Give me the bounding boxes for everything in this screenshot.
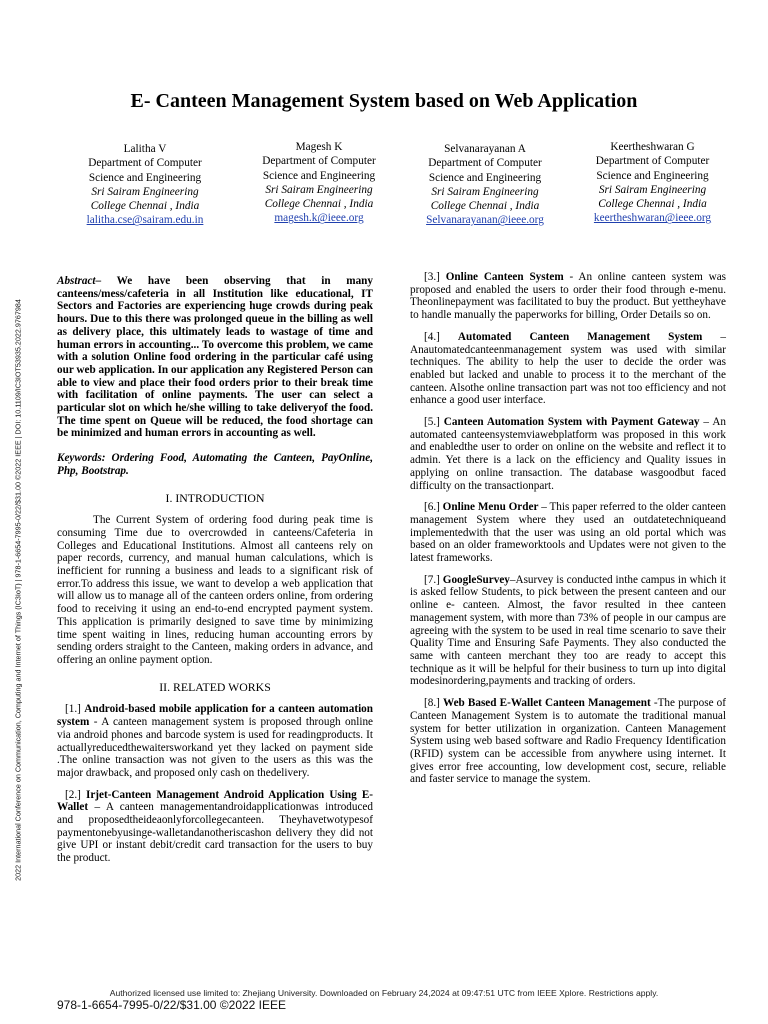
- item-text: - An online canteen system was proposed and enabled the users to order their food through e-menu. Theonlinepayment was facilitated to buy the product. But yettheyhave to handle manually the paperworks for billing, Order Details so on.: [410, 271, 727, 322]
- author-location: College Chennai , India: [90, 200, 200, 213]
- author-institution: Sri Sairam Engineering: [431, 185, 539, 198]
- section-heading-introduction: I. INTRODUCTION: [165, 490, 265, 505]
- section-heading-related-works: II. RELATED WORKS: [159, 679, 271, 694]
- author-institution: Sri Sairam Engineering: [598, 183, 707, 196]
- related-work-item: [410, 416, 726, 492]
- author-location: College Chennai , India: [430, 200, 540, 213]
- author-email-link[interactable]: magesh.k@ieee.org: [274, 212, 364, 225]
- related-work-item: [410, 501, 726, 565]
- abstract: [57, 275, 373, 440]
- author-institution: Sri Sairam Engineering: [265, 183, 373, 196]
- item-title: Online Canteen System: [445, 271, 564, 283]
- abstract-text: – We have been observing that in many canteens/mess/cafeteria in all Institution like educational, IT Sectors and Factories are experiencing huge crowds during peak hours. Due to this there was prolonged queue in the billing as well as delivery place, this ultimately leads to wastage of time and human errors in accounting... To overcome this problem, we came with a solution Online food ordering in the particular café using our web application. In our application any Registered Person can able to view and place their food orders prior to their break time with facilitation of online payments. The user can select a particular slot on which he/she willing to take deliveryof the food. The time spent on Queue will be reduced, the food shortage can be minimized and human errors in accounting as well.: [57, 275, 373, 440]
- item-number: [3.]: [424, 271, 440, 283]
- related-work-item: [57, 789, 373, 865]
- author-dept: Department of Computer: [88, 157, 202, 170]
- item-text: –Asurvey is conducted inthe campus in which it is asked fellow Students, to pick between the present canteen and our online e- canteen. Almost, the favor resulted in thee canteen management system, with more than 73% of people in our campus are agreeing with the system to be used in real time scenario to save their Quality Time and Ensuring Safe Payments. They also conducted the same with canteen merchant they too are ready to accept this technique as it will be helpful for their business to turn up into digital modesinordering,payments and tracking of orders.: [410, 573, 726, 688]
- author-email-link[interactable]: Selvanarayanan@ieee.org: [426, 214, 544, 227]
- author-name: Magesh K: [295, 141, 343, 153]
- item-text: – A canteen managementandroidapplicationwas introduced and proposedtheideaonlyforcollegecanteen. Theyhavetwotypesof paymentonebyusinge-walletandanotheriscashon delivery they did not give UPI or instant debit/credit card transaction for the users to buy the product.: [57, 801, 373, 865]
- item-title: Canteen Automation System with Payment Gateway: [443, 416, 700, 429]
- item-number: [1.]: [65, 703, 81, 716]
- keywords: Keywords: Ordering Food, Automating the Canteen, PayOnline, Php, Bootstrap.: [57, 452, 373, 477]
- author-block-3: [410, 142, 560, 228]
- item-title: Online Menu Order: [442, 501, 539, 514]
- introduction-paragraph: The Current System of ordering food during peak time is consuming Time due to overcrowded in canteens/Cafeteria in Colleges and Educational Institutions. Almost all canteens rely on paper records, currency, and manual human calculations, which is inefficient for running a business and leads to a significant risk of error.To address this issue, we want to develop a web application that will allow us to manage all of the canteen orders online, from ordering food to receiving it using an end-to-end encrypted payment system. This application is primarily designed to save time by minimizing time spent waiting in lines, reducing human accounting errors by sending orders straight to the Canteen, making orders in advance, and offering an online payment option.: [57, 514, 373, 666]
- left-column: [57, 275, 373, 874]
- related-work-item: [57, 703, 373, 779]
- author-block-4: [575, 140, 730, 226]
- author-dept: Department of Computer: [595, 155, 710, 168]
- author-email-link[interactable]: lalitha.cse@sairam.edu.in: [86, 214, 204, 227]
- author-block-2: [244, 140, 394, 226]
- item-text: - A canteen management system is proposed through online via android phones and barcode system is used for readingproducts. It actuallyreducedthewaitersworkand yet they lacked on payment side .The online transaction was not given to the users as this was the major drawback, and proposed only cash on thedelivery.: [57, 716, 373, 779]
- author-institution: Sri Sairam Engineering: [91, 185, 199, 198]
- author-name: Selvanarayanan A: [444, 143, 526, 155]
- item-number: [6.]: [424, 501, 440, 514]
- item-text: -The purpose of Canteen Management System is to automate the traditional manual system for better utilization in organization. Canteen Management System using web based software and Radio Frequency Identification (RFID) system can be accessible from anywhere using internet. It gives error free accounting, low development cost, secure, reliable and faster service to manage the system.: [410, 697, 727, 786]
- author-dept: Department of Computer: [428, 157, 542, 170]
- author-name: Keertheshwaran G: [610, 141, 695, 153]
- abstract-label: Abstract: [57, 275, 96, 287]
- item-title: Irjet-Canteen Management Android Application Using E-Wallet: [57, 788, 374, 814]
- related-work-item: [410, 697, 726, 786]
- related-work-item: [410, 271, 726, 322]
- item-title: Android-based mobile application for a canteen automation system: [57, 703, 373, 729]
- author-dept: Science and Engineering: [596, 169, 709, 182]
- item-title: Web Based E-Wallet Canteen Management: [443, 697, 651, 710]
- license-footer: Authorized licensed use limited to: Zhejiang University. Downloaded on February 24,2024 at 09:47:51 UTC from IEEE Xplore. Restrictions apply.: [109, 988, 659, 998]
- author-dept: Science and Engineering: [428, 171, 542, 184]
- conference-doi-strip: [8, 230, 28, 950]
- item-number: [4.]: [424, 330, 440, 343]
- item-text: – An automated canteensystemviawebplatform was proposed in this work and enabledthe user to order on online on the website and reflect it to admin. Yet there is a lack on the efficiency and Quality issues in applying on online transaction. The database wasgoodbut faced difficulty on the transactionpart.: [410, 416, 726, 492]
- author-email-link[interactable]: keertheshwaran@ieee.org: [593, 212, 712, 225]
- item-number: [2.]: [65, 788, 81, 801]
- related-work-item: [410, 331, 726, 407]
- isbn-footer: 978-1-6654-7995-0/22/$31.00 ©2022 IEEE: [57, 998, 287, 1012]
- item-text: – This paper referred to the older canteen management System where they used an outdatetechniqueand implementedwith that the user was using an old portal which was based on an older frameworktools and Updates were not given to the latest frameworks.: [410, 501, 727, 565]
- item-number: [5.]: [424, 416, 440, 429]
- author-dept: Science and Engineering: [262, 169, 376, 182]
- item-title: Automated Canteen Management System: [457, 330, 703, 343]
- related-work-item: [410, 574, 726, 688]
- item-title: GoogleSurvey: [442, 573, 510, 586]
- item-number: [7.]: [424, 573, 440, 586]
- author-block-1: [70, 142, 220, 228]
- paper-title: E- Canteen Management System based on Web Application: [130, 90, 638, 112]
- item-text: – Anautomatedcanteenmanagement system was used with similar techniques. The ability to help the user to decide the order was enabled but lacked and unable to process it to the merchant of the canteen. Alsothe online transaction part was not too efficiency and not enhance a good user interface.: [410, 330, 726, 407]
- conference-doi-text: 2022 International Conference on Communication, Computing and Internet of Things (IC3IoT) | 978-1-6654-7995-0/22/$31.00 ©2022 IEEE | DOI: 10.1109/IC3IOT53935.2022.9767984: [13, 299, 23, 881]
- author-location: College Chennai , India: [264, 198, 374, 211]
- author-dept: Science and Engineering: [88, 171, 202, 184]
- item-number: [8.]: [424, 697, 440, 710]
- author-location: College Chennai , India: [598, 198, 707, 211]
- author-dept: Department of Computer: [262, 155, 376, 168]
- right-column: [410, 271, 726, 795]
- author-name: Lalitha V: [123, 143, 167, 155]
